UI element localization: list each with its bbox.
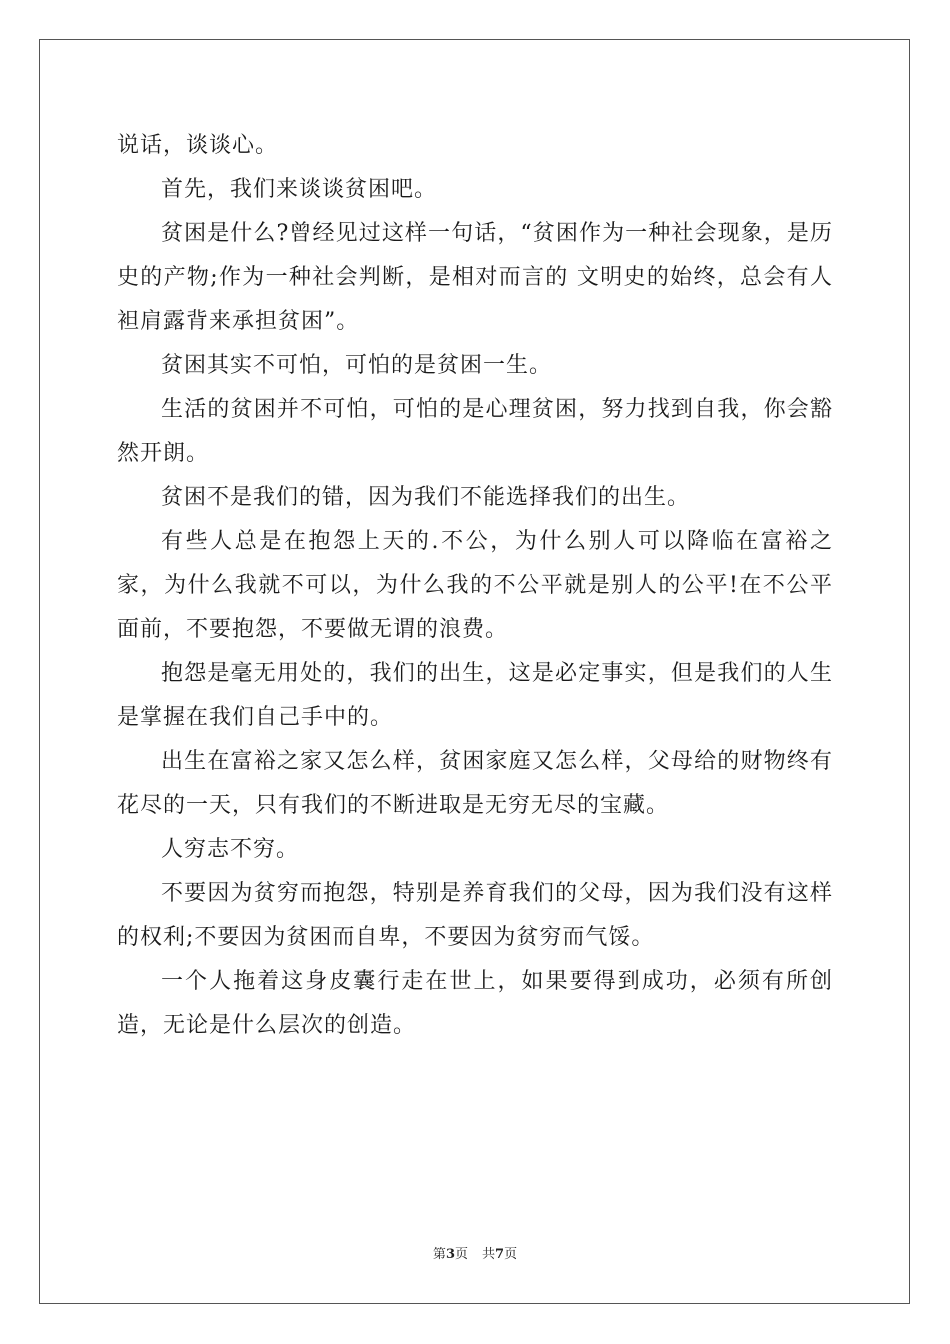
total-prefix: 共 <box>482 1247 496 1262</box>
paragraph: 说话，谈谈心。 <box>117 133 279 158</box>
paragraph: 有些人总是在抱怨上天的.不公，为什么别人可以降临在富裕之家，为什么我就不可以，为什么我的不公平就是别人的公平!在不公平面前，不要抱怨，不要做无谓的浪费。 <box>117 529 833 642</box>
paragraph: 贫困其实不可怕，可怕的是贫困一生。 <box>161 353 553 378</box>
total-pages-number: 7 <box>495 1247 505 1262</box>
paragraph: 贫困是什么?曾经见过这样一句话，“贫困作为一种社会现象，是历史的产物;作为一种社会判断，是相对而言的 文明史的始终，总会有人袒肩露背来承担贫困”。 <box>117 221 833 334</box>
paragraph: 人穷志不穷。 <box>161 837 300 862</box>
document-body <box>117 124 833 1048</box>
paragraph: 不要因为贫穷而抱怨，特别是养育我们的父母，因为我们没有这样的权利;不要因为贫困而自卑，不要因为贫穷而气馁。 <box>117 881 833 950</box>
paragraph: 抱怨是毫无用处的，我们的出生，这是必定事实，但是我们的人生是掌握在我们自己手中的。 <box>117 661 833 730</box>
paragraph: 生活的贫困并不可怕，可怕的是心理贫困，努力找到自我，你会豁然开朗。 <box>117 397 833 466</box>
page-prefix: 第 <box>432 1247 446 1262</box>
paragraph: 首先，我们来谈谈贫困吧。 <box>161 177 438 202</box>
page-footer <box>0 1246 950 1264</box>
total-suffix: 页 <box>504 1247 518 1262</box>
paragraph: 出生在富裕之家又怎么样，贫困家庭又怎么样，父母给的财物终有花尽的一天，只有我们的不断进取是无穷无尽的宝藏。 <box>117 749 833 818</box>
page-suffix: 页 <box>454 1247 468 1262</box>
paragraph: 贫困不是我们的错，因为我们不能选择我们的出生。 <box>161 485 691 510</box>
current-page-number: 3 <box>445 1247 455 1262</box>
paragraph: 一个人拖着这身皮囊行走在世上，如果要得到成功，必须有所创造，无论是什么层次的创造。 <box>117 969 833 1038</box>
